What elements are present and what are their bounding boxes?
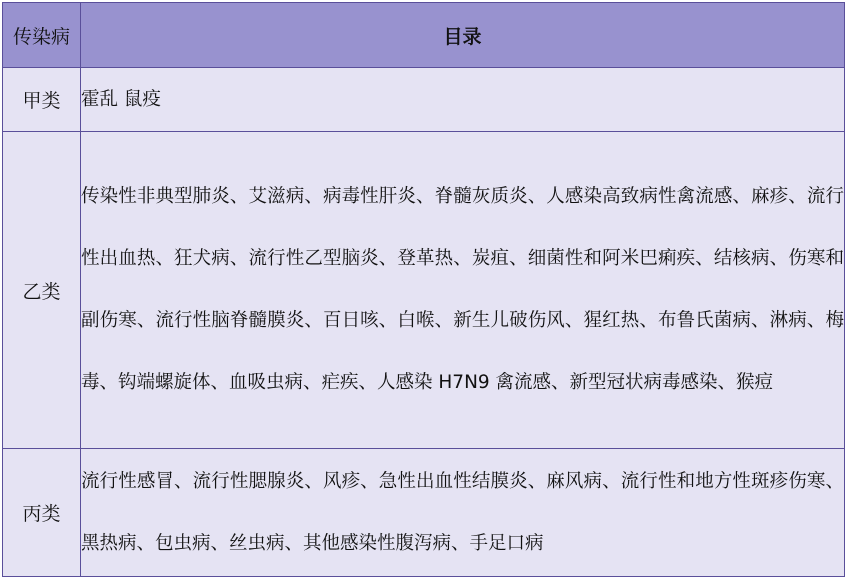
disease-list-text: 流行性感冒、流行性腮腺炎、风疹、急性出血性结膜炎、麻风病、流行性和地方性斑疹伤寒、黑热病、包虫病、丝虫病、其他感染性腹泻病、手足口病	[81, 470, 844, 554]
infectious-disease-table	[2, 2, 845, 577]
header-category: 传染病	[3, 3, 81, 68]
header-list: 目录	[81, 3, 845, 68]
disease-list-text: 传染性非典型肺炎、艾滋病、病毒性肝炎、脊髓灰质炎、人感染高致病性禽流感、麻疹、流行性出血热、狂犬病、流行性乙型脑炎、登革热、炭疽、细菌性和阿米巴痢疾、结核病、伤寒和副伤寒、流行性脑脊髓膜炎、百日咳、白喉、新生儿破伤风、猩红热、布鲁氏菌病、淋病、梅毒、钩端螺旋体、血吸虫病、疟疾、人感染 H7N9 禽流感、新型冠状病毒感染、猴痘	[81, 186, 844, 393]
category-class-a: 甲类	[3, 68, 81, 132]
disease-list-class-b	[81, 132, 845, 449]
table-row-class-c	[3, 449, 845, 577]
disease-list-class-a	[81, 68, 845, 132]
category-class-c: 丙类	[3, 449, 81, 577]
disease-list-text: 霍乱 鼠疫	[81, 88, 161, 110]
table-row-class-b	[3, 132, 845, 449]
category-class-b: 乙类	[3, 132, 81, 449]
disease-list-class-c	[81, 449, 845, 577]
table-row-class-a	[3, 68, 845, 132]
table-header-row	[3, 3, 845, 68]
